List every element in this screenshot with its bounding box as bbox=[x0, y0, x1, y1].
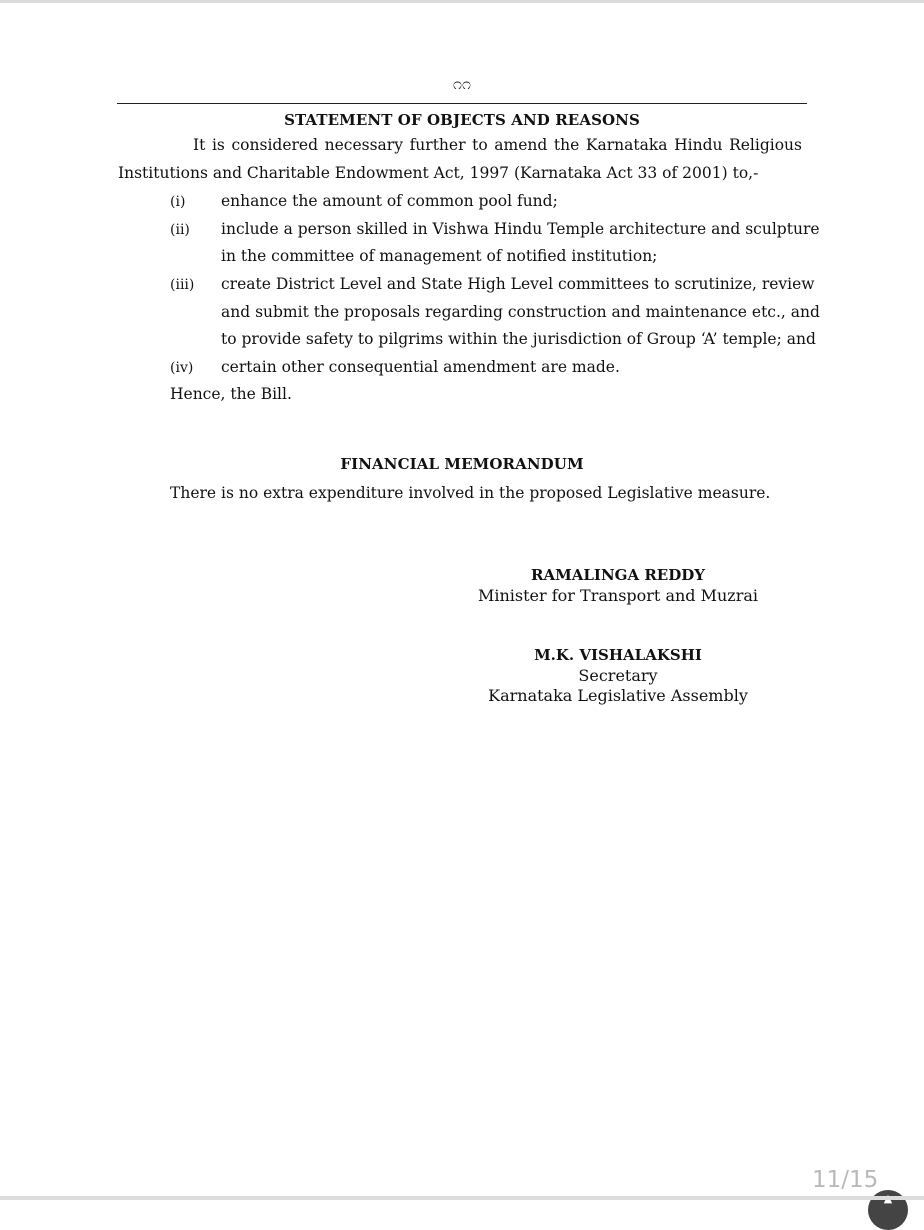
item-text-line: certain other consequential amendment are made. bbox=[221, 358, 620, 376]
item-text-line: create District Level and State High Level committees to scrutinize, review bbox=[221, 275, 815, 293]
statement-heading: STATEMENT OF OBJECTS AND REASONS bbox=[284, 111, 640, 129]
intro-line-1: It is considered necessary further to amend the Karnataka Hindu Religious bbox=[193, 136, 802, 154]
item-text-line: to provide safety to pilgrims within the jurisdiction of Group ‘A’ temple; and bbox=[221, 330, 816, 348]
page-number-kannada: ೧೧ bbox=[453, 74, 471, 93]
closing-text: Hence, the Bill. bbox=[170, 385, 292, 403]
item-text-line: include a person skilled in Vishwa Hindu Temple architecture and sculpture bbox=[221, 220, 820, 238]
signatory-office: Karnataka Legislative Assembly bbox=[488, 686, 748, 705]
financial-heading: FINANCIAL MEMORANDUM bbox=[340, 455, 584, 473]
page-indicator: 11/15 bbox=[812, 1167, 879, 1193]
item-text-line: enhance the amount of common pool fund; bbox=[221, 192, 558, 210]
financial-text: There is no extra expenditure involved in the proposed Legislative measure. bbox=[170, 484, 771, 502]
item-number: (i) bbox=[170, 194, 186, 210]
intro-line-2: Institutions and Charitable Endowment Act, 1997 (Karnataka Act 33 of 2001) to,- bbox=[118, 164, 759, 182]
signatory-name: RAMALINGA REDDY bbox=[531, 566, 705, 584]
item-text-line: and submit the proposals regarding construction and maintenance etc., and bbox=[221, 303, 820, 321]
signatory-name: M.K. VISHALAKSHI bbox=[534, 646, 702, 664]
item-text-line: in the committee of management of notified institution; bbox=[221, 247, 658, 265]
viewer-top-border bbox=[0, 0, 924, 3]
signatory-title: Minister for Transport and Muzrai bbox=[477, 586, 759, 605]
header-rule bbox=[117, 103, 807, 104]
viewer-bottom-border bbox=[0, 1196, 924, 1200]
signatory-title: Secretary bbox=[578, 666, 658, 685]
item-number: (ii) bbox=[170, 222, 190, 238]
item-number: (iv) bbox=[170, 360, 194, 376]
item-number: (iii) bbox=[170, 277, 195, 293]
